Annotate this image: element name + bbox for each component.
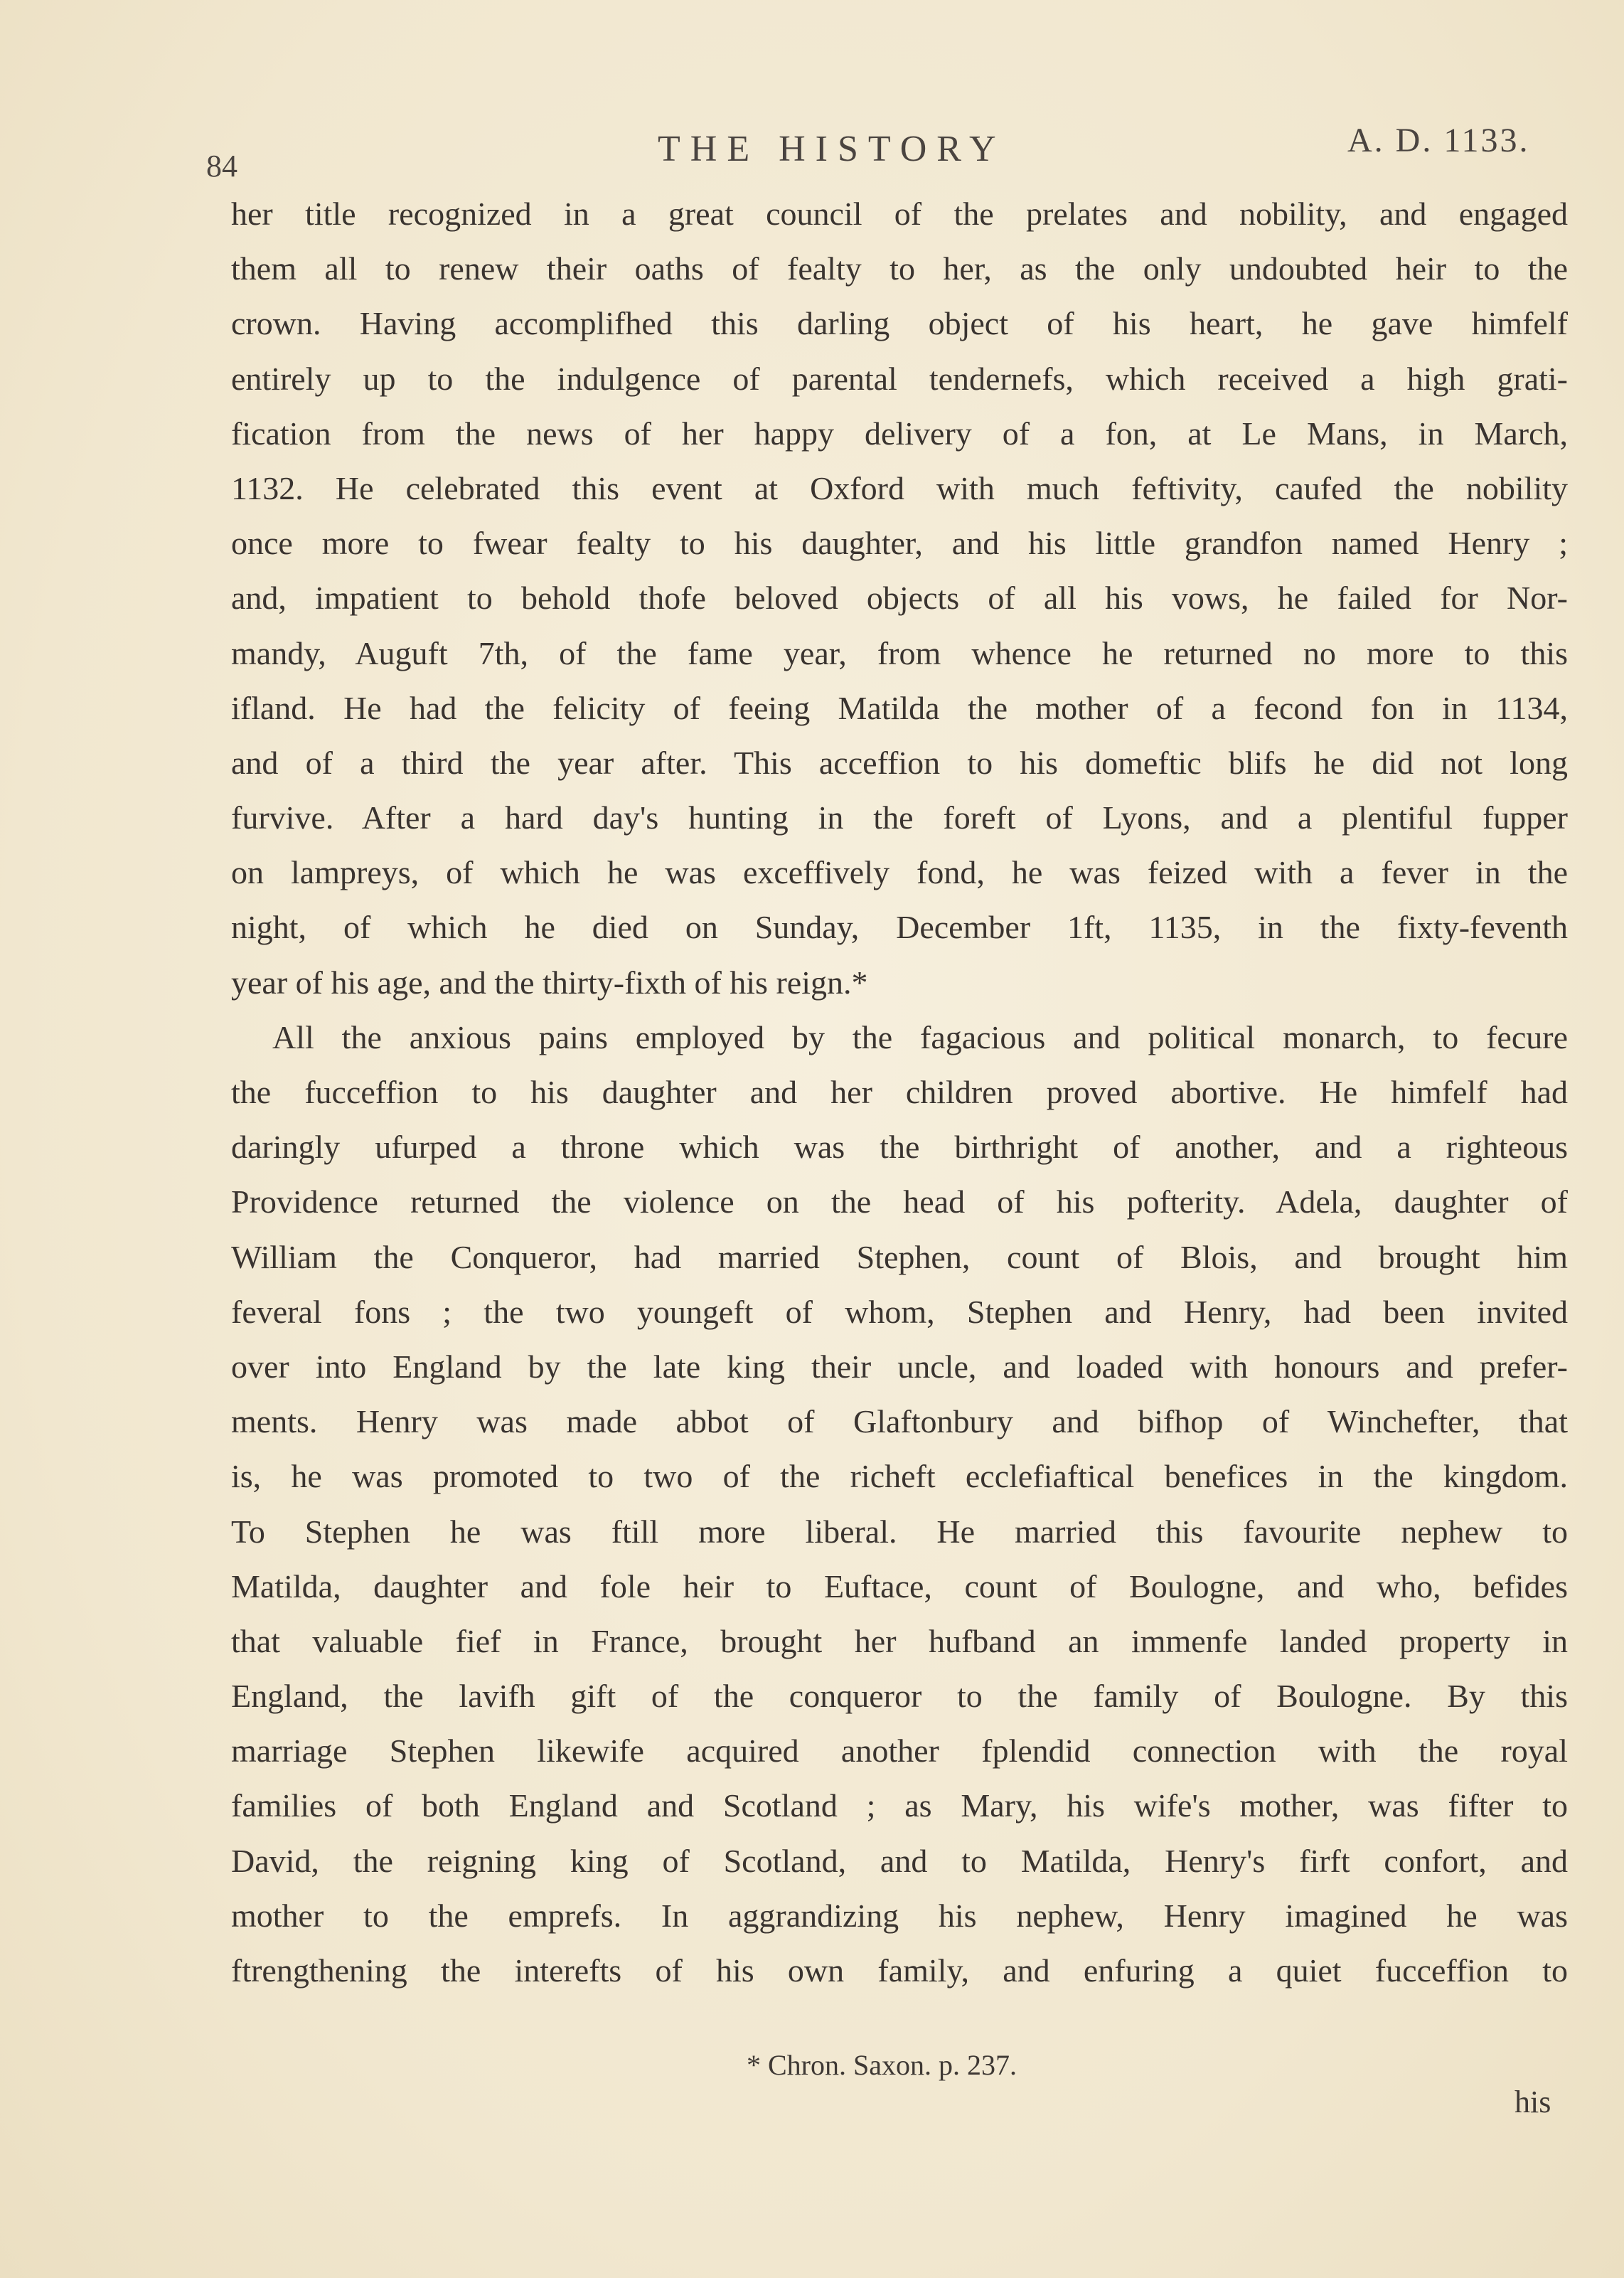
text-line: and of a third the year after. This acceffion to his domeftic blifs he did not long — [231, 744, 1568, 781]
text-line: Matilda, daughter and fole heir to Euftace, count of Boulogne, and who, befides — [231, 1568, 1568, 1604]
footnote: * Chron. Saxon. p. 237. — [747, 2049, 1017, 2081]
text-line: 1132. He celebrated this event at Oxford with much feftivity, caufed the nobility — [231, 469, 1568, 506]
text-line: is, he was promoted to two of the richeft ecclefiaftical benefices in the kingdom. — [231, 1458, 1568, 1495]
text-line: her title recognized in a great council of the prelates and nobility, and engaged — [231, 196, 1568, 232]
text-line: ftrengthening the interefts of his own family, and enfuring a quiet fucceffion to — [231, 1952, 1568, 1989]
text-line: mandy, Auguft 7th, of the fame year, from whence he returned no more to this — [231, 634, 1568, 671]
paragraph-1 — [231, 186, 1568, 1010]
paragraph-2 — [231, 1010, 1568, 1998]
text-line: them all to renew their oaths of fealty to her, as the only undoubted heir to the — [231, 250, 1568, 287]
text-line: daringly ufurped a throne which was the birthright of another, and a righteous — [231, 1129, 1568, 1166]
text-line: entirely up to the indulgence of parental tendernefs, which received a high grati- — [231, 360, 1568, 397]
text-line: ifland. He had the felicity of feeing Matilda the mother of a fecond fon in 1134, — [231, 689, 1568, 726]
text-line: David, the reigning king of Scotland, and to Matilda, Henry's firft confort, and — [231, 1842, 1568, 1879]
text-line: ments. Henry was made abbot of Glaftonbury and bifhop of Winchefter, that — [231, 1403, 1568, 1440]
text-line: over into England by the late king their uncle, and loaded with honours and prefer- — [231, 1348, 1568, 1385]
text-line: furvive. After a hard day's hunting in the foreft of Lyons, and a plentiful fupper — [231, 799, 1568, 836]
text-line: feveral fons ; the two youngeft of whom, Stephen and Henry, had been invited — [231, 1293, 1568, 1330]
text-line: the fucceffion to his daughter and her children proved abortive. He himfelf had — [231, 1074, 1568, 1110]
text-line: crown. Having accomplifhed this darling object of his heart, he gave himfelf — [231, 305, 1568, 342]
text-line: England, the lavifh gift of the conqueror to the family of Boulogne. By this — [231, 1678, 1568, 1715]
text-line: William the Conqueror, had married Stephen, count of Blois, and brought him — [231, 1238, 1568, 1275]
text-line: year of his age, and the thirty-fixth of his reign.* — [231, 964, 868, 1001]
text-line: fication from the news of her happy delivery of a fon, at Le Mans, in March, — [231, 415, 1568, 452]
running-head: THE HISTORY — [658, 129, 1006, 169]
text-line: marriage Stephen likewife acquired another fplendid connection with the royal — [231, 1733, 1568, 1769]
page-number: 84 — [206, 149, 237, 183]
text-line: Providence returned the violence on the head of his pofterity. Adela, daughter of — [231, 1183, 1568, 1220]
text-line: All the anxious pains employed by the fagacious and political monarch, to fecure — [272, 1018, 1568, 1055]
year-marker: A. D. 1133. — [1347, 122, 1530, 159]
text-line: on lampreys, of which he was exceffively fond, he was feized with a fever in the — [231, 854, 1568, 891]
text-line: that valuable fief in France, brought her hufband an immenfe landed property in — [231, 1622, 1568, 1659]
text-line: and, impatient to behold thofe beloved objects of all his vows, he failed for Nor- — [231, 580, 1568, 617]
text-line: To Stephen he was ftill more liberal. He married this favourite nephew to — [231, 1513, 1568, 1550]
text-line: mother to the emprefs. In aggrandizing his nephew, Henry imagined he was — [231, 1897, 1568, 1934]
text-line: once more to fwear fealty to his daughter, and his little grandfon named Henry ; — [231, 525, 1568, 562]
body-text — [231, 186, 1568, 1998]
catchword: his — [1515, 2085, 1551, 2119]
text-line: night, of which he died on Sunday, December 1ft, 1135, in the fixty-feventh — [231, 909, 1568, 946]
text-line: families of both England and Scotland ; as Mary, his wife's mother, was fifter to — [231, 1787, 1568, 1824]
page-header — [0, 114, 1624, 183]
